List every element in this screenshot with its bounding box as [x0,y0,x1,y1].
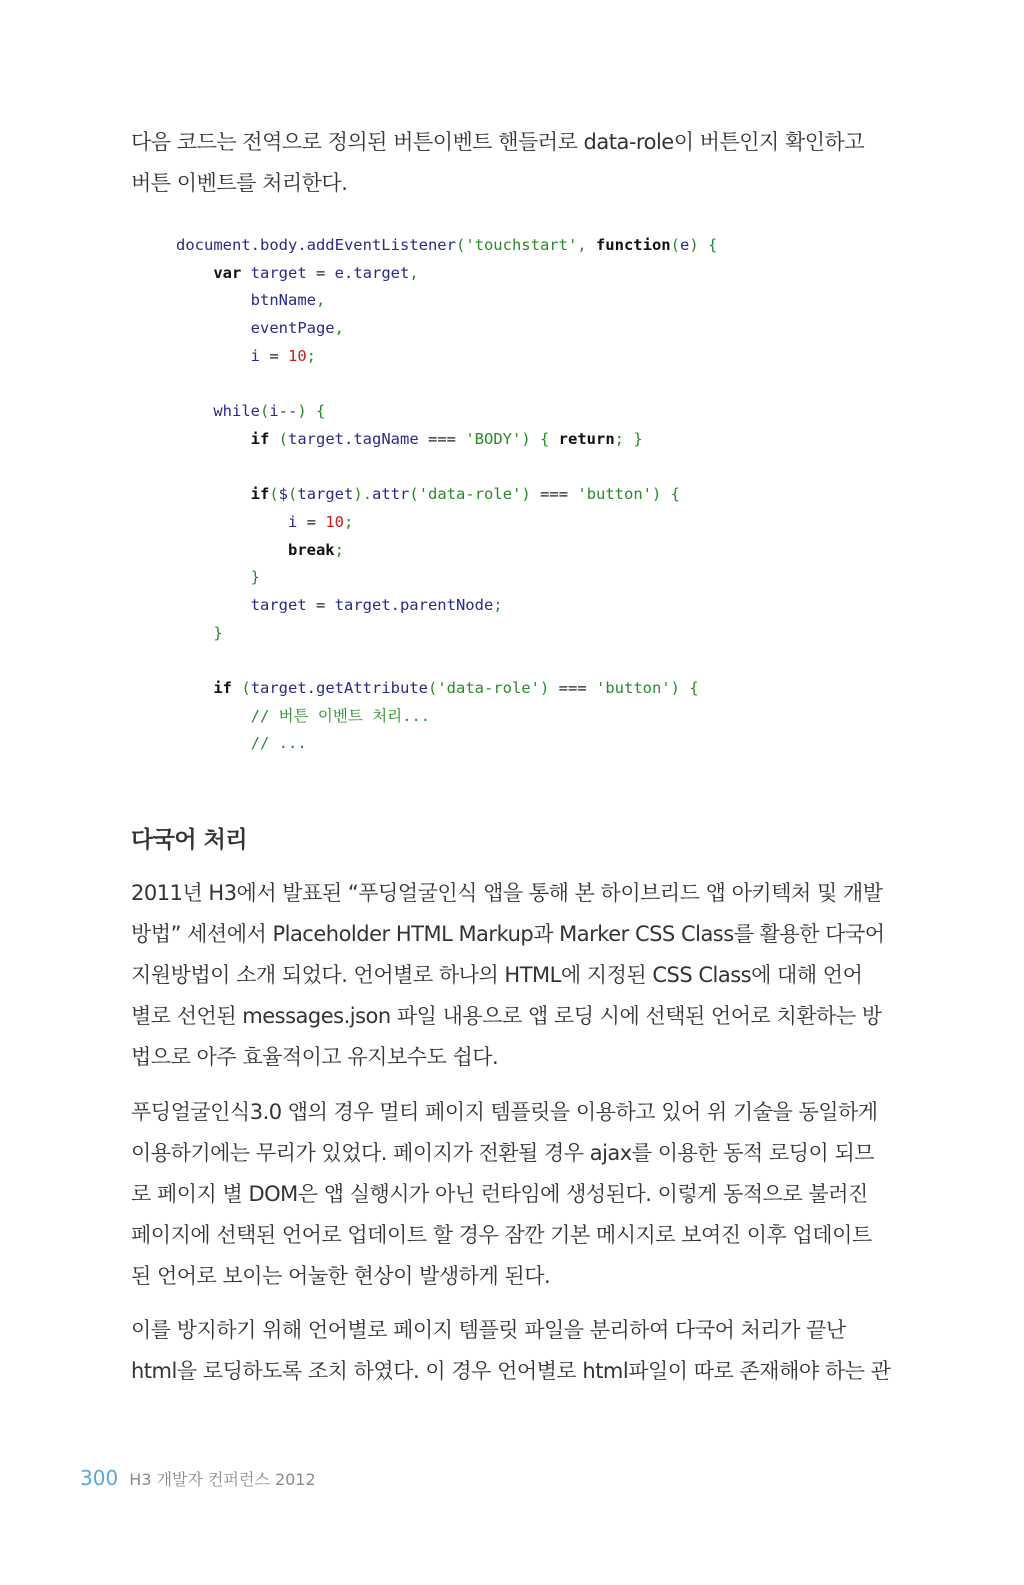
code-token: , [334,319,344,338]
code-token: ; [493,595,503,614]
code-token: target [250,263,307,282]
code-token: return [558,429,615,448]
code-token: while [213,402,260,421]
code-token [176,264,213,282]
code-token: target [250,595,307,614]
code-token [241,264,250,282]
code-line [176,564,717,592]
code-block [176,232,717,758]
code-token: ) { [521,429,559,448]
code-token: if [213,679,232,697]
code-token [176,347,251,365]
code-token: e.target [334,263,410,282]
code-token: ( [288,485,298,504]
code-token: 'touchstart' [465,236,578,254]
code-token: ). [353,485,373,504]
code-token: target.tagName [288,429,419,448]
code-token: eventPage [250,319,335,338]
paragraph-line: 법으로 아주 효율적이고 유지보수도 쉽다. [131,1045,499,1069]
code-token: function [595,236,671,254]
code-token: 'data-role' [418,485,522,504]
code-line [176,370,717,398]
paragraph-line: 별로 선언된 messages.json 파일 내용으로 앱 로딩 시에 선택된 언어로 치환하는 방 [131,1004,882,1028]
code-token: ( [455,236,466,254]
code-token: // 버튼 이벤트 처리... [250,706,431,725]
paragraph-line: 방법” 세션에서 Placeholder HTML Markup과 Marker CSS Class를 활용한 다국어 [131,922,885,946]
paragraph-line: 페이지에 선택된 언어로 업데이트 할 경우 잠깐 기본 메시지로 보여진 이후 업데이트 [131,1223,872,1247]
code-token: ; [334,540,344,559]
code-token: 10 [325,512,344,531]
code-token: target [297,485,354,504]
code-token: ) { [670,679,699,697]
code-token [176,430,251,448]
paragraph-3 [131,1310,891,1392]
paragraph-line: 이를 방지하기 위해 언어별로 페이지 템플릿 파일을 분리하여 다국어 처리가 끝난 [131,1318,846,1342]
code-token: i [250,346,260,365]
code-token [176,734,251,752]
code-line [176,592,717,620]
code-token [269,430,278,448]
code-token: = [306,263,335,282]
code-token: ) { [689,236,718,254]
code-token: } [250,568,260,587]
code-line [176,315,717,343]
code-token [176,513,288,531]
code-token [176,707,251,725]
section-heading: 다국어 처리 [131,827,248,853]
code-line [176,260,717,288]
paragraph-line: 2011년 H3에서 발표된 “푸딩얼굴인식 앱을 통해 본 하이브리드 앱 아키텍처 및 개발 [131,881,883,905]
page-footer [80,1466,316,1490]
code-token: , [315,291,326,310]
code-token: ; [344,512,354,531]
code-token: ; [306,346,317,365]
paragraph-line: 이용하기에는 무리가 있었다. 페이지가 전환될 경우 ajax를 이용한 동적 로딩이 되므 [131,1141,875,1165]
code-token: break [287,540,335,559]
page-number: 300 [80,1466,119,1490]
code-token: } [213,623,223,642]
paragraph-line: html을 로딩하도록 조치 하였다. 이 경우 언어별로 html파일이 따로 존재해야 하는 관 [131,1359,891,1383]
code-line [176,620,717,648]
code-line [176,454,717,482]
code-token: document.body.addEventListener [176,236,456,254]
code-token [176,624,213,642]
code-token: i [287,512,298,531]
code-line [176,509,717,537]
code-token: ( [670,236,680,254]
code-token [232,679,241,697]
code-token [176,541,288,559]
code-token: ( [409,485,419,504]
code-token [176,291,251,309]
running-title: H3 개발자 컨퍼런스 2012 [129,1470,316,1489]
code-token: , [577,236,596,254]
code-token: ( [260,402,270,421]
code-token: var [213,263,242,282]
code-line [176,537,717,565]
code-line [176,232,717,260]
code-line [176,343,717,371]
code-token: 'data-role' [437,679,540,697]
code-token: $ [278,485,289,504]
paragraph-line: 된 언어로 보이는 어눌한 현상이 발생하게 된다. [131,1264,551,1288]
code-token: === [558,679,596,697]
code-token: e [679,236,690,254]
code-token [176,319,251,337]
code-token: 'BODY' [465,429,522,448]
code-token: = [297,512,326,531]
code-token: 'button' [577,485,653,504]
code-token: = [306,595,335,614]
code-token: target.getAttribute [250,679,428,697]
code-line [176,426,717,454]
intro-line: 버튼 이벤트를 처리한다. [131,171,348,195]
code-token: , [409,263,419,282]
code-token: ) { [297,402,326,421]
code-token: = [260,346,288,365]
code-token: ( [269,485,279,504]
code-token [176,402,213,420]
code-line [176,703,717,731]
code-token: if [250,429,270,448]
code-token: === [540,485,578,504]
code-token: i-- [269,402,298,421]
code-token: ; } [614,429,643,448]
paragraph-2 [131,1092,881,1297]
code-token: ( [428,679,438,697]
paragraph-1 [131,873,885,1078]
code-line [176,675,717,703]
code-token: === [418,429,466,448]
code-line [176,730,717,758]
code-token: ) [540,679,559,697]
code-token: ( [278,429,289,448]
intro-paragraph [131,122,881,204]
code-token: // ... [250,734,307,753]
code-line [176,287,717,315]
paragraph-line: 지원방법이 소개 되었다. 언어별로 하나의 HTML에 지정된 CSS Class에 대해 언어 [131,963,863,987]
code-token: ) [521,485,541,504]
code-token: ( [241,679,251,697]
code-line [176,481,717,509]
code-token: 10 [288,346,307,365]
code-token: if [250,485,270,504]
code-token [176,568,251,586]
code-token: 'button' [596,679,671,697]
code-line [176,647,717,675]
paragraph-line: 푸딩얼굴인식3.0 앱의 경우 멀티 페이지 템플릿을 이용하고 있어 위 기술을 동일하게 [131,1100,878,1124]
code-token: attr [372,485,410,504]
code-token: btnName [250,291,316,310]
code-token: ) { [652,485,681,504]
code-token [176,485,251,503]
code-token [176,679,213,697]
paragraph-line: 로 페이지 별 DOM은 앱 실행시가 아닌 런타임에 생성된다. 이렇게 동적으로 불러진 [131,1182,868,1206]
code-token [176,596,251,614]
intro-line: 다음 코드는 전역으로 정의된 버튼이벤트 핸들러로 data-role이 버튼인지 확인하고 [131,130,865,154]
code-line [176,398,717,426]
code-token: target.parentNode [334,595,494,614]
